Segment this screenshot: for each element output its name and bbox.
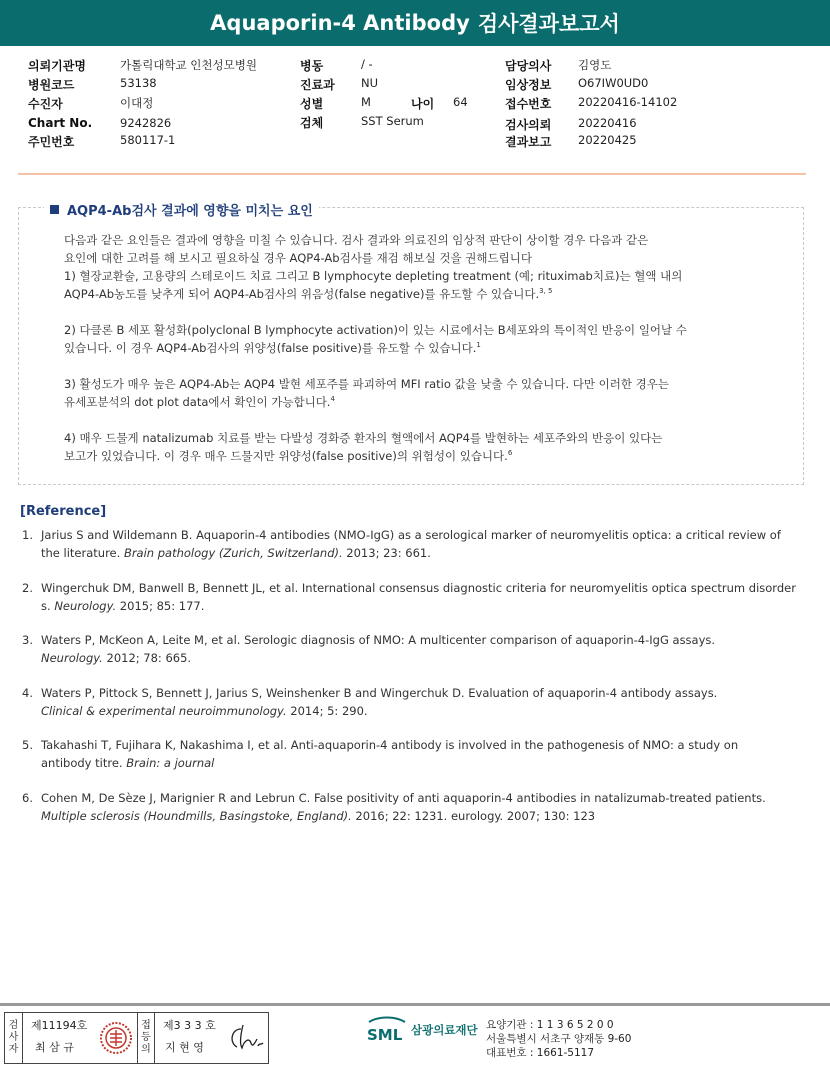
handwritten-signature <box>227 1021 265 1055</box>
factors-item-2: 2) 다클론 B 세포 활성화(polyclonal B lymphocyte activation)이 있는 시료에서는 B세포와의 특이적인 반응이 일어날 수 있습니다. 이 경우 AQP4-Ab검사의 위양성(false positive)를 유도할 수 있습니다.$^1$ <box>64 323 687 355</box>
info-department: 진료과 <box>300 78 335 92</box>
report-title-sub: 검사결과보고서 <box>477 12 620 36</box>
foundation-address: 요양기관 : 1 1 3 6 5 2 0 0 서울특별시 서초구 양재동 9-60 대표번호 : 1661-5117 <box>486 1019 632 1059</box>
sig1-number: 제11194호 <box>31 1019 88 1032</box>
info-resident-no: 주민번호 <box>28 135 75 149</box>
sig1-label: 검 사 자 <box>5 1013 23 1063</box>
info-chart-no-value: 9242826 <box>120 116 172 130</box>
reference-item: 1. Jarius S and Wildemann B. Aquaporin-4 antibodies (NMO-IgG) as a serological marker of neuromyelitis optica: a critical review of the literature. Brain pathology (Zurich, Switzerland). 2013; 23: 661. <box>22 528 781 560</box>
info-report-date: 결과보고 <box>505 135 552 149</box>
svg-text:SML: SML <box>367 1026 403 1044</box>
info-department-value: NU <box>361 76 379 90</box>
info-institution: 의뢰기관명 <box>28 59 86 73</box>
footer-divider <box>0 1003 830 1006</box>
reference-heading: [Reference] <box>20 504 107 519</box>
reference-item: 5. Takahashi T, Fujihara K, Nakashima I, et al. Anti-aquaporin-4 antibody is involved in the pathogenesis of NMO: a study on antibody titre. Brain: a journal <box>22 738 739 770</box>
info-sex-value: M <box>361 95 371 109</box>
factors-item-3: 3) 활성도가 매우 높은 AQP4-Ab는 AQP4 발현 세포주를 파괴하여 MFI ratio 값을 낮출 수 있습니다. 다만 이러한 경우는 유세포분석의 dot plot data에서 확인이 가능합니다.$^4$ <box>64 377 669 409</box>
factors-heading: AQP4-Ab검사 결과에 영향을 미치는 요인 <box>44 200 319 219</box>
info-institution-value: 가톨릭대학교 인천성모병원 <box>120 58 257 72</box>
square-bullet-icon <box>50 205 59 214</box>
info-hospital-code: 병원코드 <box>28 78 75 92</box>
info-specimen-value: SST Serum <box>361 114 424 128</box>
info-clinical-value: O67IW0UD0 <box>578 76 649 90</box>
info-request-date-value: 20220416 <box>578 116 637 130</box>
reference-item: 3. Waters P, McKeon A, Leite M, et al. Serologic diagnosis of NMO: A multicenter comparison of aquaporin-4-IgG assays. Neurology. 2012; 78: 665. <box>22 633 716 665</box>
info-report-date-value: 20220425 <box>578 133 637 147</box>
reference-item: 6. Cohen M, De Sèze J, Marignier R and Lebrun C. False positivity of anti aquaporin-4 antibodies in natalizumab-treated patients. Multiple sclerosis (Houndmills, Basingstoke, England). 2016; 22: 1231. eurology. 2007; 130: 123 <box>22 791 766 823</box>
info-age-value: 64 <box>453 95 468 109</box>
info-request-date: 검사의뢰 <box>505 118 552 132</box>
info-receipt-no-value: 20220416-14102 <box>578 95 678 109</box>
sig2-label: 접 등 의 <box>137 1013 155 1063</box>
seal-stamp-icon <box>99 1021 133 1055</box>
info-ward-value: / - <box>361 57 373 71</box>
section-divider <box>18 173 806 175</box>
info-specimen: 검체 <box>300 116 324 130</box>
info-ward: 병동 <box>300 59 324 73</box>
info-chart-no: Chart No. <box>28 116 93 130</box>
info-resident-no-value: 580117-1 <box>120 133 176 147</box>
sig2-number: 제3 3 3 호 <box>163 1019 216 1032</box>
foundation-name: 삼광의료재단 <box>411 1023 478 1037</box>
sig1-name: 최 삼 규 <box>35 1041 74 1054</box>
factors-item-4: 4) 매우 드물게 natalizumab 치료를 받는 다발성 경화증 환자의 혈액에서 AQP4를 발현하는 세포주와의 반응이 있다는 보고가 있었습니다. 이 경우 매우 드물지만 위양성(false positive)의 위험성이 있습니다.$^6$ <box>64 431 663 463</box>
signature-box <box>4 1012 269 1064</box>
info-patient-value: 이대정 <box>120 96 154 110</box>
reference-item: 4. Waters P, Pittock S, Bennett J, Jarius S, Weinshenker B and Wingerchuk D. Evaluation of aquaporin-4 antibody assays. Clinical & experimental neuroimmunology. 2014; 5: 290. <box>22 686 718 718</box>
factors-body <box>64 231 784 483</box>
info-sex: 성별 <box>300 97 324 111</box>
info-doctor: 담당의사 <box>505 59 552 73</box>
info-clinical: 임상정보 <box>505 78 552 92</box>
info-doctor-value: 김영도 <box>578 58 612 72</box>
reference-item: 2. Wingerchuk DM, Banwell B, Bennett JL, et al. International consensus diagnostic criteria for neuromyelitis optica spectrum disorder s. Neurology. 2015; 85: 177. <box>22 581 796 613</box>
info-receipt-no: 접수번호 <box>505 97 552 111</box>
info-age: 나이 <box>411 97 435 111</box>
factors-intro: 다음과 같은 요인들은 결과에 영향을 미칠 수 있습니다. 검사 결과와 의료진의 임상적 판단이 상이할 경우 다음과 같은 요인에 대한 고려를 해 보시고 필요하실 경우 AQP4-Ab검사를 재검 해보실 것을 권해드립니다 1) 혈장교환술, 고용량의 스테로이드 치료 그리고 B lymphocyte depleting treatment (예; rituximab치료)는 혈액 내의 AQP4-Ab농도를 낮추게 되어 AQP4-Ab검사의 위음성(false negative)를 유도할 수 있습니다.$^{3, 5}$ <box>64 233 683 301</box>
sml-logo <box>365 1016 478 1044</box>
report-title <box>0 0 830 46</box>
report-title-main: Aquaporin-4 Antibody <box>210 11 470 35</box>
info-hospital-code-value: 53138 <box>120 76 157 90</box>
sig2-name: 지 현 영 <box>165 1041 204 1054</box>
info-patient: 수진자 <box>28 97 63 111</box>
sml-logo-mark <box>365 1016 407 1044</box>
